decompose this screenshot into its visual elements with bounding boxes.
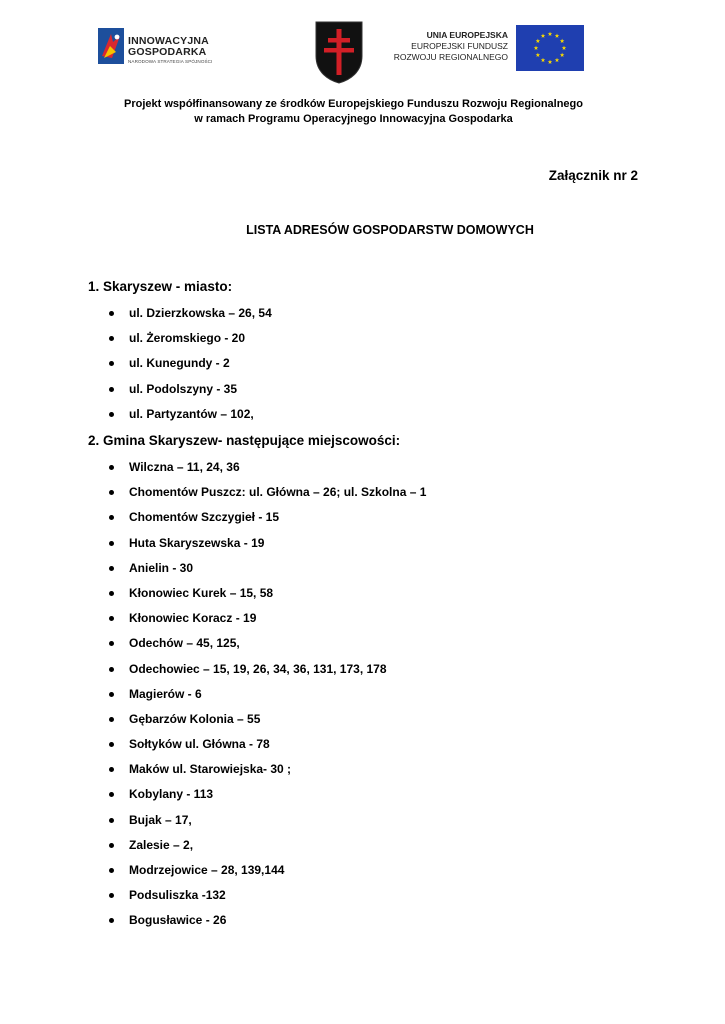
- list-item: [0, 505, 426, 530]
- bullet-icon: [109, 465, 114, 470]
- cofinancing-note: [0, 97, 707, 127]
- ig-logo-icon: [98, 28, 124, 64]
- list-item-text: Odechowiec – 15, 19, 26, 34, 36, 131, 173, 178: [129, 661, 387, 676]
- list-item-text: Podsuliszka -132: [129, 888, 226, 903]
- cofinancing-line2: w ramach Programu Operacyjnego Innowacyjna Gospodarka: [194, 113, 513, 125]
- list-item: [0, 455, 426, 480]
- section-heading-commune: 2. Gmina Skaryszew- następujące miejscowości:: [88, 433, 401, 448]
- list-item: [0, 858, 426, 883]
- bullet-icon: [109, 616, 114, 621]
- list-item: [0, 757, 426, 782]
- innowacyjna-gospodarka-logo: [98, 26, 228, 70]
- bullet-icon: [109, 742, 114, 747]
- town-address-list: [0, 301, 272, 427]
- bullet-icon: [109, 692, 114, 697]
- eu-label-line3: ROZWOJU REGIONALNEGO: [393, 52, 508, 62]
- ig-logo-line2: GOSPODARKA: [128, 46, 207, 58]
- bullet-icon: [109, 490, 114, 495]
- section-heading-town: 1. Skaryszew - miasto:: [88, 279, 233, 294]
- bullet-icon: [109, 566, 114, 571]
- list-item-text: ul. Partyzantów – 102,: [129, 406, 254, 421]
- list-item: [0, 606, 426, 631]
- eu-label-line1: UNIA EUROPEJSKA: [426, 30, 508, 40]
- list-item: [0, 301, 272, 326]
- list-item-text: Maków ul. Starowiejska- 30 ;: [129, 762, 292, 777]
- bullet-icon: [109, 717, 114, 722]
- list-item: [0, 377, 272, 402]
- eu-label: [380, 30, 508, 63]
- list-item-text: Kłonowiec Kurek – 15, 58: [129, 585, 274, 600]
- list-item: [0, 556, 426, 581]
- list-item: [0, 531, 426, 556]
- bullet-icon: [109, 868, 114, 873]
- list-item: [0, 833, 426, 858]
- list-item: [0, 581, 426, 606]
- list-item-text: ul. Kunegundy - 2: [129, 356, 230, 371]
- annex-label: Załącznik nr 2: [548, 168, 638, 183]
- bullet-icon: [109, 336, 114, 341]
- bullet-icon: [109, 591, 114, 596]
- list-item: [0, 326, 272, 351]
- document-header: [0, 0, 725, 100]
- double-cross-shield-icon: [314, 20, 364, 84]
- list-item: [0, 351, 272, 376]
- bullet-icon: [109, 361, 114, 366]
- list-item-text: Anielin - 30: [129, 560, 194, 575]
- bullet-icon: [109, 412, 114, 417]
- bullet-icon: [109, 767, 114, 772]
- list-item: [0, 657, 426, 682]
- bullet-icon: [109, 893, 114, 898]
- list-item-text: Kłonowiec Koracz - 19: [129, 611, 257, 626]
- list-item-text: ul. Żeromskiego - 20: [129, 331, 246, 346]
- list-item-text: Odechów – 45, 125,: [129, 636, 240, 651]
- eu-label-line2: EUROPEJSKI FUNDUSZ: [411, 41, 508, 51]
- bullet-icon: [109, 792, 114, 797]
- list-item-text: Sołtyków ul. Główna - 78: [129, 737, 270, 752]
- list-item-text: Chomentów Szczygieł - 15: [129, 510, 280, 525]
- bullet-icon: [109, 667, 114, 672]
- bullet-icon: [109, 918, 114, 923]
- list-item: [0, 707, 426, 732]
- list-item: [0, 631, 426, 656]
- list-item-text: Modrzejowice – 28, 139,144: [129, 863, 285, 877]
- document-title: LISTA ADRESÓW GOSPODARSTW DOMOWYCH: [246, 223, 534, 237]
- list-item-text: ul. Podolszyny - 35: [129, 381, 238, 396]
- list-item: [0, 732, 426, 757]
- list-item-text: Bogusławice - 26: [129, 913, 227, 928]
- bullet-icon: [109, 387, 114, 392]
- list-item-text: Magierów - 6: [129, 686, 202, 701]
- list-item-text: Huta Skaryszewska - 19: [129, 535, 265, 550]
- cofinancing-line1: Projekt współfinansowany ze środków Europejskiego Funduszu Rozwoju Regionalnego: [124, 98, 583, 110]
- bullet-icon: [109, 843, 114, 848]
- bullet-icon: [109, 818, 114, 823]
- ig-logo-line1: INNOWACYJNA: [128, 35, 209, 47]
- list-item-text: Chomentów Puszcz: ul. Główna – 26; ul. Szkolna – 1: [129, 485, 427, 500]
- list-item: [0, 782, 426, 807]
- list-item: [0, 908, 426, 933]
- bullet-icon: [109, 515, 114, 520]
- bullet-icon: [109, 641, 114, 646]
- bullet-icon: [109, 541, 114, 546]
- commune-address-list: [0, 455, 426, 934]
- list-item: [0, 883, 426, 908]
- list-item: [0, 402, 272, 427]
- list-item: [0, 682, 426, 707]
- list-item-text: Gębarzów Kolonia – 55: [129, 711, 261, 726]
- list-item-text: Kobylany - 113: [129, 787, 214, 802]
- list-item-text: Bujak – 17,: [129, 812, 192, 827]
- bullet-icon: [109, 311, 114, 316]
- list-item: [0, 480, 426, 505]
- list-item-text: Wilczna – 11, 24, 36: [129, 460, 240, 474]
- ig-logo-line3: NARODOWA STRATEGIA SPÓJNOŚCI: [128, 59, 213, 64]
- list-item: [0, 808, 426, 833]
- list-item-text: ul. Dzierzkowska – 26, 54: [129, 306, 272, 320]
- eu-flag-icon: [516, 25, 584, 71]
- list-item-text: Zalesie – 2,: [129, 837, 194, 852]
